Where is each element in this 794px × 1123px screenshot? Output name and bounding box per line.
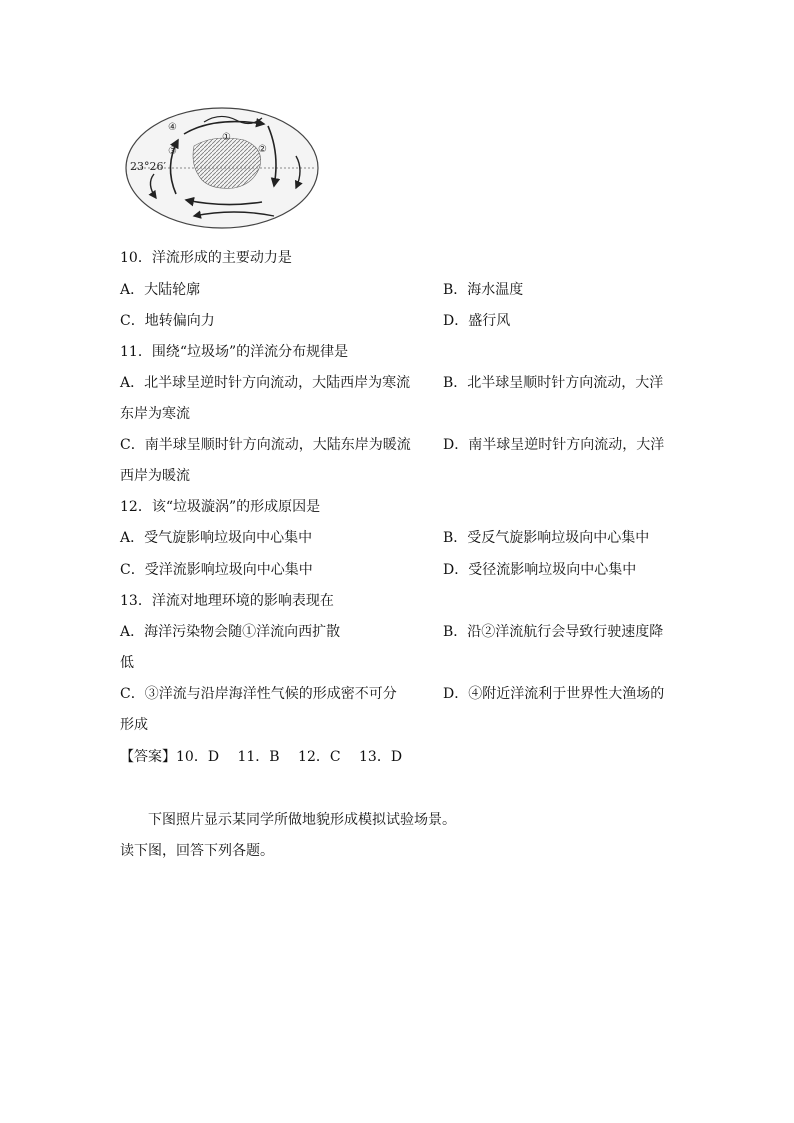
question-13-option-b-cont: 低: [120, 655, 134, 671]
question-13-option-b: B．沿②洋流航行会导致行驶速度降: [443, 624, 664, 640]
question-12-option-a: A．受气旋影响垃圾向中心集中: [120, 530, 313, 546]
marker-3: ③: [168, 146, 177, 157]
question-13-stem: 13．洋流对地理环境的影响表现在: [120, 593, 334, 609]
question-11-option-a: A．北半球呈逆时针方向流动，大陆西岸为寒流: [120, 375, 411, 391]
garbage-patch-region: [193, 138, 261, 188]
ocean-current-diagram: [124, 104, 320, 234]
question-10-option-a: A．大陆轮廓: [120, 282, 201, 298]
question-10-stem: 10．洋流形成的主要动力是: [120, 250, 292, 266]
question-10-option-d: D．盛行风: [443, 313, 511, 329]
question-12-option-d: D．受径流影响垃圾向中心集中: [443, 562, 637, 578]
answer-line: 【答案】10．D 11．B 12．C 13．D: [120, 749, 403, 765]
question-11-stem: 11．围绕“垃圾场”的洋流分布规律是: [120, 344, 349, 360]
question-13-option-c: C．③洋流与沿岸海洋性气候的形成密不可分: [120, 686, 397, 702]
question-11-option-d-cont: 西岸为暖流: [120, 468, 190, 484]
question-12-stem: 12．该“垃圾漩涡”的形成原因是: [120, 499, 321, 515]
question-11-option-b: B．北半球呈顺时针方向流动，大洋: [443, 375, 664, 391]
question-11-option-c: C．南半球呈顺时针方向流动，大陆东岸为暖流: [120, 437, 411, 453]
question-10-option-b: B．海水温度: [443, 282, 524, 298]
question-12-option-b: B．受反气旋影响垃圾向中心集中: [443, 530, 650, 546]
question-12-option-c: C．受洋流影响垃圾向中心集中: [120, 562, 313, 578]
question-13-option-d: D．④附近洋流利于世界性大渔场的: [443, 686, 665, 702]
next-section-prompt: 读下图，回答下列各题。: [120, 843, 274, 859]
question-11-option-b-cont: 东岸为寒流: [120, 406, 190, 422]
question-10-option-c: C．地转偏向力: [120, 313, 215, 329]
latitude-label: 23°26′: [130, 160, 166, 173]
marker-2: ②: [258, 144, 267, 155]
question-13-option-d-cont: 形成: [120, 717, 148, 733]
marker-1: ①: [222, 132, 231, 143]
next-section-intro: 下图照片显示某同学所做地貌形成模拟试验场景。: [148, 812, 456, 828]
question-11-option-d: D．南半球呈逆时针方向流动，大洋: [443, 437, 665, 453]
marker-4: ④: [168, 122, 177, 133]
question-13-option-a: A．海洋污染物会随①洋流向西扩散: [120, 624, 341, 640]
